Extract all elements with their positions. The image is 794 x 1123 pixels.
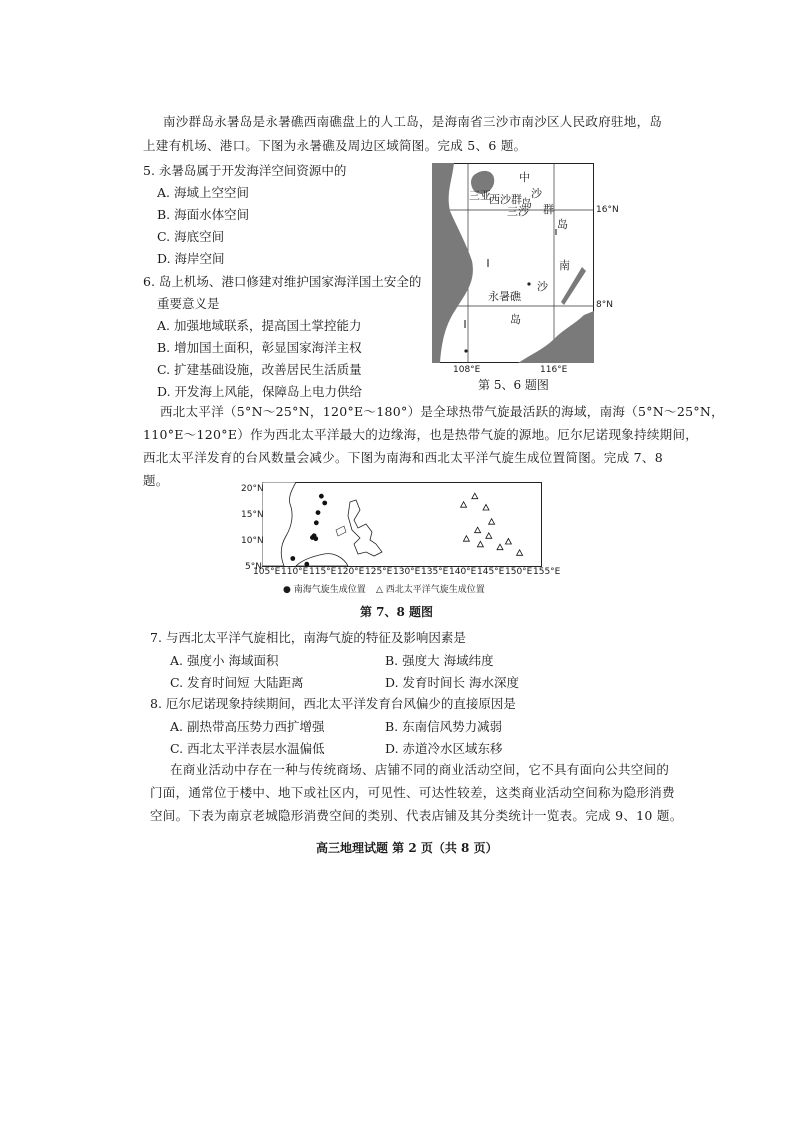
question-7-option-c: C. 发育时间短 大陆距离 — [170, 675, 304, 690]
map1-label-sansha: 三沙 — [507, 205, 529, 218]
question-6-option-b: B. 增加国土面积，彰显国家海洋主权 — [157, 340, 362, 355]
scs-cyclone-point — [322, 501, 327, 506]
map1-label-dao-c: 岛 — [510, 313, 521, 326]
question-6-option-a: A. 加强地域联系，提高国土掌控能力 — [157, 318, 362, 333]
scs-cyclone-point — [319, 494, 324, 499]
question-6-option-c: C. 扩建基础设施，改善居民生活质量 — [157, 362, 362, 377]
map2-lon-label: 135°E — [421, 567, 449, 577]
map2-lon-label: 140°E — [449, 567, 477, 577]
map2-lon-label: 120°E — [337, 567, 365, 577]
map2-lat-5: 5°N — [245, 562, 262, 572]
scs-cyclone-point — [314, 520, 319, 525]
map2-lon-label: 125°E — [365, 567, 393, 577]
question-8-option-d: D. 赤道冷水区域东移 — [385, 741, 503, 756]
map2-legend-scs: ● 南海气旋生成位置 — [283, 585, 366, 595]
question-5-option-d: D. 海岸空间 — [157, 251, 225, 266]
intro3-text-3: 空间。下表为南京老城隐形消费空间的类别、代表店铺及其分类统计一览表。完成 9、10 题。 — [150, 808, 683, 823]
map1-lon-116: 116°E — [540, 365, 568, 375]
question-8-option-b: B. 东南信风势力减弱 — [385, 719, 503, 734]
map2-lon-label: 145°E — [477, 567, 505, 577]
map2-lon-label: 155°E — [533, 567, 561, 577]
map2-caption: 第 7、8 题图 — [360, 605, 434, 619]
map2-lon-label: 115°E — [309, 567, 337, 577]
map1-caption: 第 5、6 题图 — [478, 378, 549, 392]
intro3-text-1: 在商业活动中存在一种与传统商场、店铺不同的商业活动空间，它不具有面向公共空间的 — [170, 762, 670, 777]
map1-label-zhong: 中 — [519, 171, 530, 184]
map1-label-sanya: 三亚 — [469, 189, 491, 202]
map1-label-dao-b: 岛 — [557, 218, 568, 231]
scs-cyclone-point — [304, 562, 309, 567]
question-8-option-a: A. 副热带高压势力西扩增强 — [170, 719, 325, 734]
scs-cyclone-point — [316, 510, 321, 515]
map1-lat-16: 16°N — [596, 205, 619, 215]
map1-label-nan: 南 — [559, 259, 570, 272]
map1-lon-108: 108°E — [453, 365, 481, 375]
intro2-text-4: 题。 — [143, 473, 169, 488]
intro2-text-1: 西北太平洋（5°N～25°N，120°E～180°）是全球热带气旋最活跃的海域，南海（5°N～25°N， — [160, 404, 724, 419]
scs-cyclone-point — [313, 536, 318, 541]
intro-text-1: 南沙群岛永暑岛是永暑礁西南礁盘上的人工岛，是海南省三沙市南沙区人民政府驻地，岛 — [163, 114, 663, 129]
map1-label-sha-1: 沙 — [531, 187, 542, 200]
question-5-stem: 5. 永暑岛属于开发海洋空间资源中的 — [143, 163, 347, 178]
map2-lon-label: 105°E — [253, 567, 281, 577]
intro2-text-3: 西北太平洋发育的台风数量会减少。下图为南海和西北太平洋气旋生成位置简图。完成 7、8 — [143, 450, 663, 465]
question-5-option-b: B. 海面水体空间 — [157, 207, 250, 222]
question-8-option-c: C. 西北太平洋表层水温偏低 — [170, 741, 325, 756]
intro3-text-2: 门面，通常位于楼中、地下或社区内，可见性、可达性较差，这类商业活动空间称为隐形消费 — [150, 785, 675, 800]
map1-lat-8: 8°N — [596, 300, 613, 310]
map2-lat-10: 10°N — [241, 536, 264, 546]
question-5-option-c: C. 海底空间 — [157, 229, 225, 244]
question-7-option-d: D. 发育时间长 海水深度 — [385, 675, 519, 690]
question-7-option-b: B. 强度大 海域纬度 — [385, 653, 494, 668]
map1-label-xisha: 西沙群 — [489, 193, 522, 206]
map2-lon-label: 110°E — [281, 567, 309, 577]
map1-label-dao-a: 岛 — [521, 197, 532, 210]
map1-label-qun: 群 — [543, 203, 554, 216]
page-footer: 高三地理试题 第 2 页（共 8 页） — [316, 841, 498, 855]
intro-text-2: 上建有机场、港口。下图为永暑礁及周边区域简图。完成 5、6 题。 — [143, 138, 527, 153]
map2-lon-label: 150°E — [505, 567, 533, 577]
map2-lon-label: 130°E — [393, 567, 421, 577]
question-8-stem: 8. 厄尔尼诺现象持续期间，西北太平洋发育台风偏少的直接原因是 — [150, 696, 516, 711]
map2-lat-20: 20°N — [241, 484, 264, 494]
map2-legend-wnp: △ 西北太平洋气旋生成位置 — [376, 585, 485, 595]
map1-label-sha-2: 沙 — [537, 280, 548, 293]
map2-lat-15: 15°N — [241, 510, 264, 520]
map1-label-yongshu: 永暑礁 — [488, 290, 521, 303]
question-7-option-a: A. 强度小 海域面积 — [170, 653, 279, 668]
question-7-stem: 7. 与西北太平洋气旋相比，南海气旋的特征及影响因素是 — [150, 630, 466, 645]
question-6-stem-cont: 重要意义是 — [157, 296, 220, 311]
intro2-text-2: 110°E～120°E）作为西北太平洋最大的边缘海，也是热带气旋的源地。厄尔尼诺现象持续期间， — [143, 427, 699, 442]
scs-cyclone-point — [290, 556, 295, 561]
question-6-option-d: D. 开发海上风能，保障岛上电力供给 — [157, 384, 363, 399]
question-6-stem: 6. 岛上机场、港口修建对维护国家海洋国土安全的 — [143, 274, 422, 289]
question-5-option-a: A. 海域上空空间 — [157, 185, 249, 200]
